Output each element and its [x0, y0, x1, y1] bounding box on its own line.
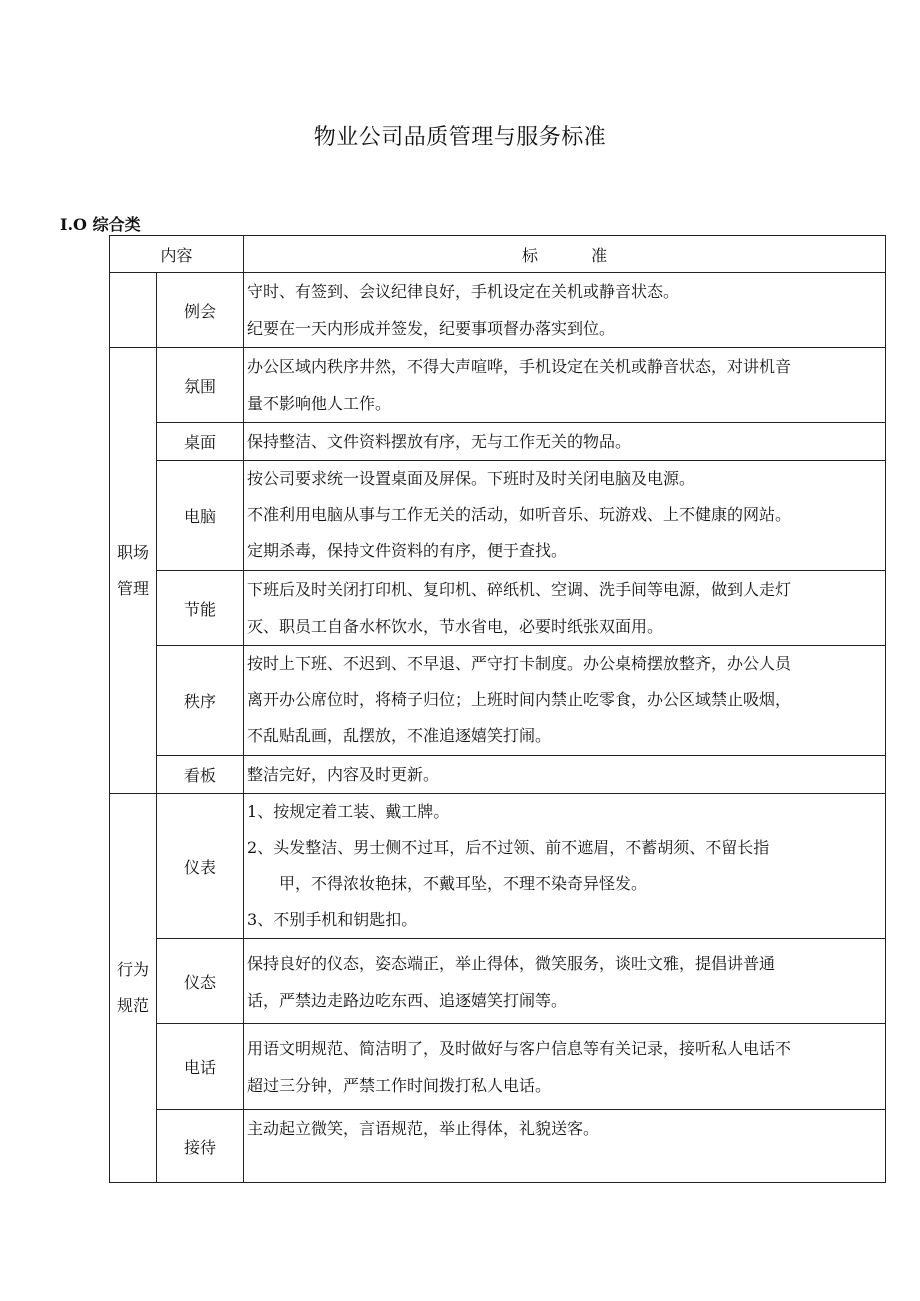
standards-table — [109, 235, 886, 1183]
item-standard — [244, 646, 886, 756]
category-label: 规范 — [116, 996, 149, 1015]
section-heading: I.O 综合类 — [60, 215, 141, 234]
standard-line: 保持整洁、文件资料摆放有序，无与工作无关的物品。 — [247, 432, 632, 451]
item-standard — [244, 273, 886, 348]
header-standard — [244, 236, 886, 273]
header-content: 内容 — [110, 236, 244, 273]
item-standard — [244, 939, 886, 1024]
item-label: 电话 — [157, 1024, 244, 1110]
item-label: 氛围 — [157, 348, 244, 423]
category-workplace — [110, 348, 157, 794]
header-standard-char-1: 标 — [521, 245, 538, 265]
table-row — [110, 794, 886, 939]
item-label: 桌面 — [157, 423, 244, 461]
item-standard — [244, 756, 886, 794]
standard-line: 下班后及时关闭打印机、复印机、碎纸机、空调、洗手间等电源，做到人走灯 — [247, 580, 792, 599]
category-label: 管理 — [116, 578, 149, 598]
table-row — [110, 939, 886, 1024]
standard-line: 按公司要求统一设置桌面及屏保。下班时及时关闭电脑及电源。 — [247, 469, 696, 488]
table-row — [110, 1024, 886, 1110]
standard-line: 整洁完好，内容及时更新。 — [247, 765, 440, 784]
category-blank — [110, 273, 157, 348]
table-row — [110, 273, 886, 348]
table-header-row — [110, 236, 886, 273]
item-standard — [244, 1110, 886, 1183]
standard-line: 话，严禁边走路边吃东西、追逐嬉笑打闹等。 — [247, 991, 568, 1010]
table-row — [110, 571, 886, 646]
standard-line: 不乱贴乱画，乱摆放，不准追逐嬉笑打闹。 — [247, 726, 552, 745]
item-standard — [244, 1024, 886, 1110]
document-title: 物业公司品质管理与服务标准 — [313, 125, 607, 150]
standard-line: 守时、有签到、会议纪律良好，手机设定在关机或静音状态。 — [247, 282, 680, 301]
category-label: 行为 — [116, 960, 149, 979]
table-row — [110, 646, 886, 756]
table-row — [110, 423, 886, 461]
standard-line: 3、不别手机和钥匙扣。 — [247, 910, 418, 929]
standard-line: 办公区域内秩序井然，不得大声喧哗，手机设定在关机或静音状态，对讲机音 — [247, 357, 792, 376]
item-label: 电脑 — [157, 461, 244, 571]
item-standard — [244, 571, 886, 646]
standard-line: 不准利用电脑从事与工作无关的活动，如听音乐、玩游戏、上不健康的网站。 — [247, 505, 792, 524]
standard-line: 甲，不得浓妆艳抹，不戴耳坠，不理不染奇异怪发。 — [279, 874, 648, 893]
item-label: 接待 — [157, 1110, 244, 1183]
category-behavior — [110, 794, 157, 1183]
item-label: 仪表 — [157, 794, 244, 939]
item-standard — [244, 348, 886, 423]
table-row — [110, 348, 886, 423]
category-label: 职场 — [116, 542, 149, 562]
standard-line: 灭、职员工自备水杯饮水，节水省电，必要时纸张双面用。 — [247, 617, 664, 636]
standard-line: 按时上下班、不迟到、不早退、严守打卡制度。办公桌椅摆放整齐，办公人员 — [247, 654, 792, 673]
standard-line: 纪要在一天内形成并签发，纪要事项督办落实到位。 — [247, 319, 616, 338]
standard-line: 2、头发整洁、男士侧不过耳，后不过领、前不遮眉，不蓄胡须、不留长指 — [247, 838, 770, 857]
item-label: 例会 — [157, 273, 244, 348]
item-standard — [244, 794, 886, 939]
standard-line: 1、按规定着工装、戴工牌。 — [247, 802, 450, 821]
item-label: 看板 — [157, 756, 244, 794]
standard-line: 保持良好的仪态，姿态端正，举止得体，微笑服务，谈吐文雅，提倡讲普通 — [247, 954, 776, 973]
item-standard — [244, 423, 886, 461]
item-label: 仪态 — [157, 939, 244, 1024]
standard-line: 定期杀毒，保持文件资料的有序，便于查找。 — [247, 541, 568, 560]
standard-line: 离开办公席位时，将椅子归位；上班时间内禁止吃零食，办公区域禁止吸烟， — [247, 690, 792, 709]
standard-line: 主动起立微笑，言语规范，举止得体，礼貌送客。 — [247, 1119, 600, 1138]
table-row — [110, 461, 886, 571]
item-label: 秩序 — [157, 646, 244, 756]
item-standard — [244, 461, 886, 571]
standard-line: 超过三分钟，严禁工作时间拨打私人电话。 — [247, 1076, 552, 1095]
table-row — [110, 756, 886, 794]
item-label: 节能 — [157, 571, 244, 646]
standard-line: 量不影响他人工作。 — [247, 394, 392, 413]
header-standard-char-2: 准 — [591, 245, 608, 265]
standard-line: 用语文明规范、简洁明了，及时做好与客户信息等有关记录，接听私人电话不 — [247, 1039, 792, 1058]
table-row — [110, 1110, 886, 1183]
